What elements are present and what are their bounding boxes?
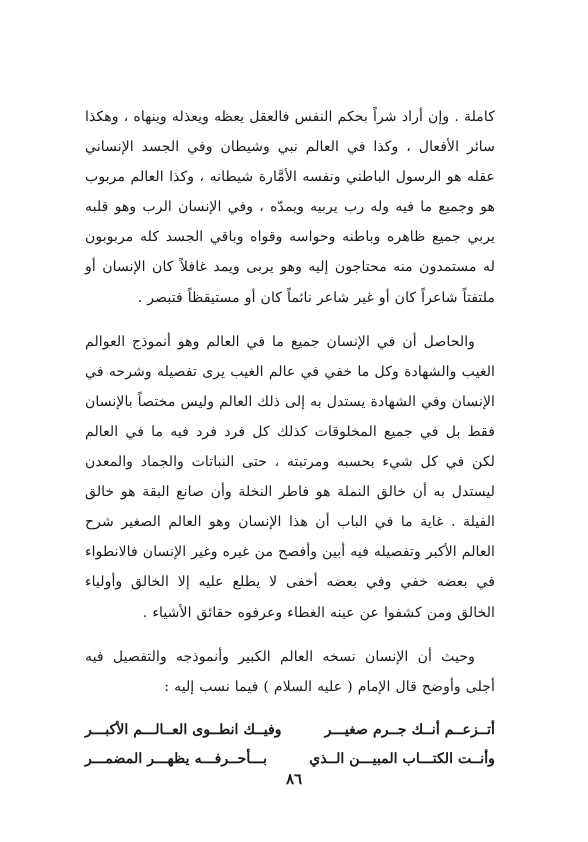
page-number: ٨٦: [285, 770, 303, 788]
verse-second-hemistich: بـــأحــرفـــه يظهـــر المضمـــر: [85, 750, 268, 767]
paragraph-1: كاملة . وإن أراد شراً بحكم النفس فالعقل يعظه ويعذله وينهاه ، وهكذا سائر الأفعال ، وكذا في العالم نبي وشيطان وفي الجسد الإنساني عقله هو الرسول الباطني ونفسه الأمَّارة شيطانه ، وكذا العالم مربوب هو وجميع ما فيه وله رب يربيه ويمدّه ، وفي الإنسان الرب وهو قلبه يربي جميع ظاهره وباطنه وحواسه وقواه وباقي الجسد كله مربوبون له مستمدون منه محتاجون إليه وهو يربى ويمد غافلاً كان الإنسان أو ملتفتاً شاعراً كان أو غير شاعر نائماً كان أو مستيقظاً فتبصر .: [85, 109, 495, 306]
verse-second-hemistich: وفيــك انطــوى العــالـــم الأكبـــر: [85, 721, 282, 738]
paragraph-2: والحاصل أن في الإنسان جميع ما في العالم وهو أنموذج العوالم الغيب والشهادة وكل ما خفي في عالم الغيب يرى تفصيله وشرحه في الإنسان وفي الشهادة يستدل به إلى ذلك العالم وليس مختصاً بالإنسان فقط بل في جميع المخلوقات كذلك كل فرد فرد فيه ما في العالم لكن في كل شيء بحسبه ومرتبته ، حتى النباتات والجماد والمعدن ليستدل به أن خالق النملة هو فاطر النخلة وأن صانع البقة هو خالق الفيلة . غاية ما في الباب أن هذا الإنسان وهو العالم الصغير شرح العالم الأكبر وتفصيله فيه أبين وأفصح من غيره وغير الإنسان فالانطواء في بعضه خفي وفي بعضه أخفى لا يطلع عليه إلا الخالق وأولياء الخالق ومن كشفوا عن عينه الغطاء وعرفوه حقائق الأشياء .: [85, 333, 495, 621]
poem: [85, 716, 495, 774]
poem-verse: [85, 716, 495, 745]
page-body: [85, 102, 495, 774]
paragraph-3: وحيث أن الإنسان نسخه العالم الكبير وأنموذجه والتفصيل فيه أجلى وأوضح قال الإمام ( عليه السلام ) فيما نسب إليه :: [85, 648, 495, 695]
verse-first-hemistich: أتــزعــم أنــك جــرم صغيـــر: [324, 721, 495, 738]
verse-first-hemistich: وأنــت الكتـــاب المبيـــن الــذي: [309, 750, 495, 767]
